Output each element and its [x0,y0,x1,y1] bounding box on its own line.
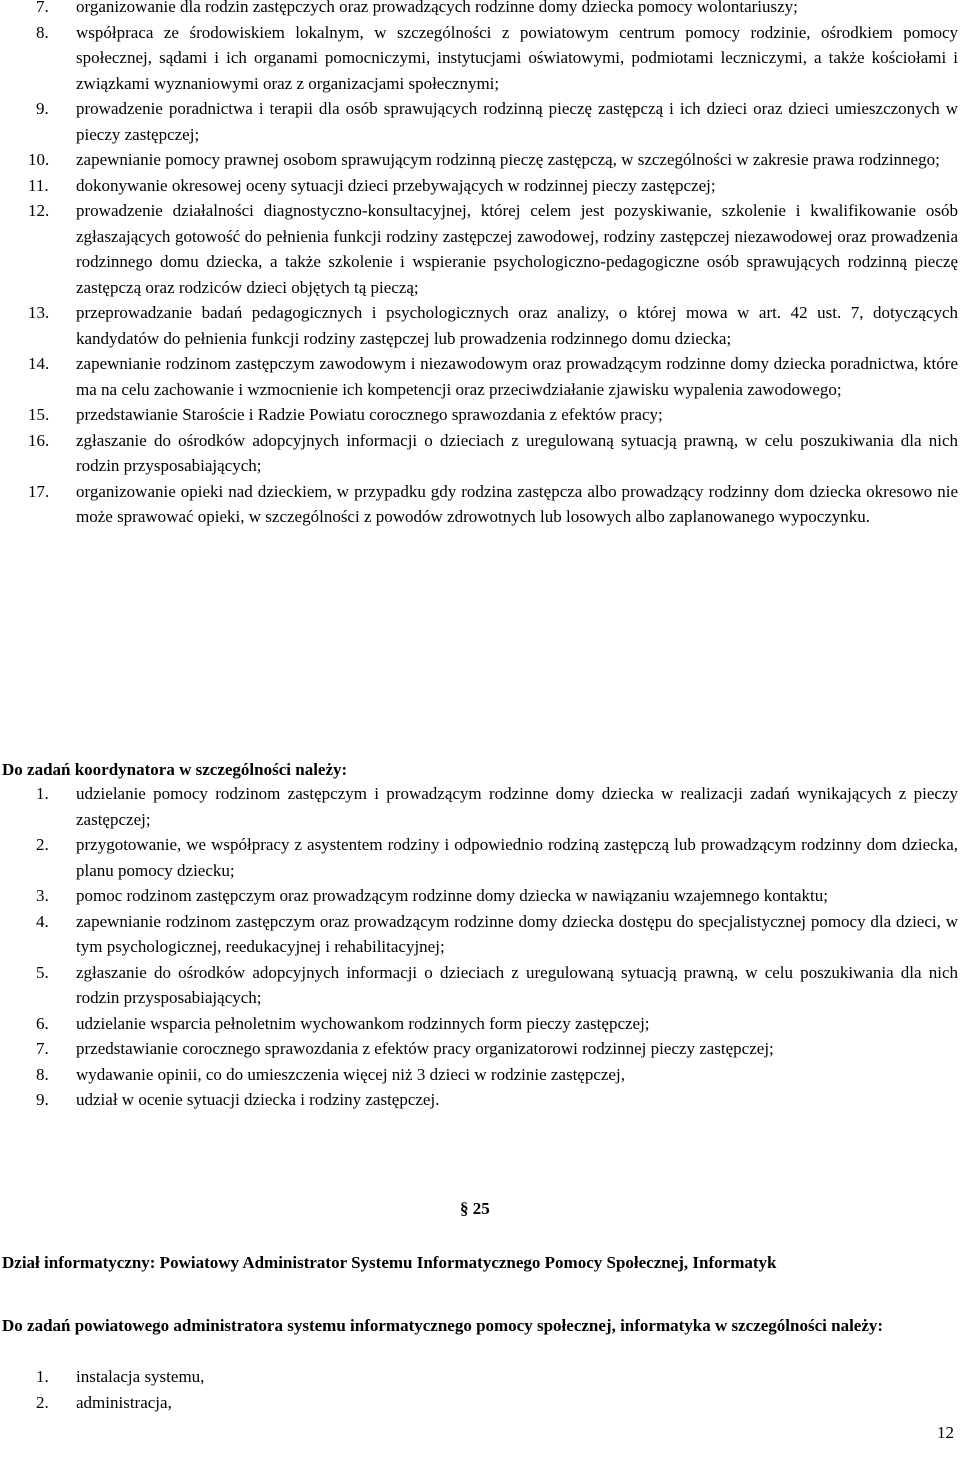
item-number: 9. [36,1090,49,1109]
list-item [0,1364,958,1390]
item-number: 1. [36,784,49,803]
item-number: 2. [36,1392,49,1412]
coordinator-tasks-list [0,781,958,1113]
item-text: przeprowadzanie badań pedagogicznych i psychologicznych oraz analizy, o której mowa w art. 42 ust. 7, dotyczących kandydatów do pełnienia funkcji rodziny zastępczej lub prowadzenia rodzinnego domu dziecka; [76,303,958,348]
list-item [0,960,958,1011]
list-item [0,0,958,20]
item-number: 10. [28,150,50,169]
item-number: 14. [28,354,50,373]
item-text: zgłaszanie do ośrodków adopcyjnych informacji o dzieciach z uregulowaną sytuacją prawną, w celu poszukiwania dla nich rodzin przysposabiających; [76,962,958,1007]
list-item [0,20,958,97]
item-number: 4. [36,911,49,931]
item-number: 5. [36,962,49,982]
item-text: zapewnianie rodzinom zastępczym zawodowym i niezawodowym oraz prowadzącym rodzinne domy dziecka poradnictwa, które ma na celu zachowanie i wzmocnienie ich kompetencji oraz przeciwdziałanie zjawisku wypalenia zawodowego; [76,354,958,399]
list-item [0,1390,958,1416]
item-text: prowadzenie działalności diagnostyczno-konsultacyjnej, której celem jest pozyskiwanie, szkolenie i kwalifikowanie osób zgłaszających gotowość do pełnienia funkcji rodziny zastępczej zawodowej, rodziny zastępczej niezawodowej oraz prowadzenia rodzinnego domu dziecka, a także szkolenie i wspieranie psychologiczno-pedagogiczne osób sprawujących rodzinną pieczę zastępczą oraz rodziców dzieci objętych tą pieczą; [76,201,958,297]
item-text: zgłaszanie do ośrodków adopcyjnych informacji o dzieciach z uregulowaną sytuacją prawną, w celu poszukiwania dla nich rodzin przysposabiających; [76,430,958,475]
item-text: przedstawianie corocznego sprawozdania z efektów pracy organizatorowi rodzinnej pieczy zastępczej; [76,1039,774,1058]
item-number: 6. [36,1013,49,1033]
item-text: zapewnianie rodzinom zastępczym oraz prowadzącym rodzinne domy dziecka dostępu do specjalistycznej pomocy dla dzieci, w tym psychologicznej, reedukacyjnej i rehabilitacyjnej; [76,911,958,956]
item-number: 9. [36,99,49,118]
item-text: dokonywanie okresowej oceny sytuacji dzieci przebywających w rodzinnej pieczy zastępczej; [76,175,716,195]
list-item [0,1062,958,1088]
list-item [0,832,958,883]
item-number: 16. [28,430,50,450]
list-item [0,883,958,909]
item-number: 17. [28,481,50,501]
list-item [0,479,958,530]
item-text: współpraca ze środowiskiem lokalnym, w szczególności z powiatowym centrum pomocy rodzinie, ośrodkiem pomocy społecznej, sądami i ich organami pomocniczymi, instytucjami oświatowymi, podmiotami leczniczymi, a także kościołami i związkami wyznaniowymi oraz z organizacjami społecznymi; [76,22,958,93]
item-text: przygotowanie, we współpracy z asystentem rodziny i odpowiednio rodziną zastępczą lub prowadzącym rodzinny dom dziecka, planu pomocy dziecku; [76,835,958,880]
item-text: organizowanie opieki nad dzieckiem, w przypadku gdy rodzina zastępcza albo prowadzący rodzinny dom dziecka okresowo nie może sprawować opieki, w szczególności z powodów zdrowotnych lub losowych albo zaplanowanego wypoczynku. [76,481,958,526]
list-item [0,909,958,960]
list-item [0,147,958,173]
item-text: udzielanie pomocy rodzinom zastępczym i prowadzącym rodzinne domy dziecka w realizacji zadań wynikających z pieczy zastępczej; [76,784,958,829]
item-text: instalacja systemu, [76,1367,205,1386]
item-text: pomoc rodzinom zastępczym oraz prowadzącym rodzinne domy dziecka w nawiązaniu wzajemnego kontaktu; [76,886,828,905]
item-number: 13. [28,303,50,322]
list-item [0,1036,958,1062]
list-item [0,781,958,832]
section-number: § 25 [460,1199,490,1218]
item-number: 8. [36,22,49,42]
item-number: 11. [28,175,49,195]
list-item [0,351,958,402]
item-number: 1. [36,1367,49,1386]
page-number: 12 [937,1423,954,1442]
list-item [0,1087,958,1113]
item-text: udzielanie wsparcia pełnoletnim wychowankom rodzinnych form pieczy zastępczej; [76,1013,650,1033]
coordinator-heading: Do zadań koordynatora w szczególności należy: [2,760,348,779]
item-text: wydawanie opinii, co do umieszczenia więcej niż 3 dzieci w rodzinie zastępczej, [76,1064,625,1084]
item-number: 15. [28,405,50,424]
item-number: 7. [36,1039,49,1058]
tasks-list-continued [0,0,958,530]
item-number: 3. [36,886,49,905]
department-heading: Dział informatyczny: Powiatowy Administrator Systemu Informatycznego Pomocy Społecznej, Informatyk [2,1253,777,1272]
list-item [0,96,958,147]
item-text: prowadzenie poradnictwa i terapii dla osób sprawujących rodzinną pieczę zastępczą i ich dzieci oraz dzieci umieszczonych w pieczy zastępczej; [76,99,958,144]
item-number: 12. [28,201,50,220]
item-text: administracja, [76,1392,172,1412]
admin-tasks-list [0,1364,958,1415]
item-number: 2. [36,835,49,854]
item-text: przedstawianie Staroście i Radzie Powiatu corocznego sprawozdania z efektów pracy; [76,405,663,424]
list-item [0,198,958,300]
item-text: zapewnianie pomocy prawnej osobom sprawującym rodzinną pieczę zastępczą, w szczególności w zakresie prawa rodzinnego; [76,150,940,169]
admin-tasks-heading: Do zadań powiatowego administratora systemu informatycznego pomocy społecznej, informatyka w szczególności należy: [2,1316,884,1335]
list-item [0,173,958,199]
item-number: 7. [36,0,49,16]
item-number: 8. [36,1064,49,1084]
list-item [0,428,958,479]
list-item [0,300,958,351]
item-text: udział w ocenie sytuacji dziecka i rodziny zastępczej. [76,1090,440,1109]
list-item [0,402,958,428]
list-item [0,1011,958,1037]
item-text: organizowanie dla rodzin zastępczych oraz prowadzących rodzinne domy dziecka pomocy wolontariuszy; [76,0,798,16]
